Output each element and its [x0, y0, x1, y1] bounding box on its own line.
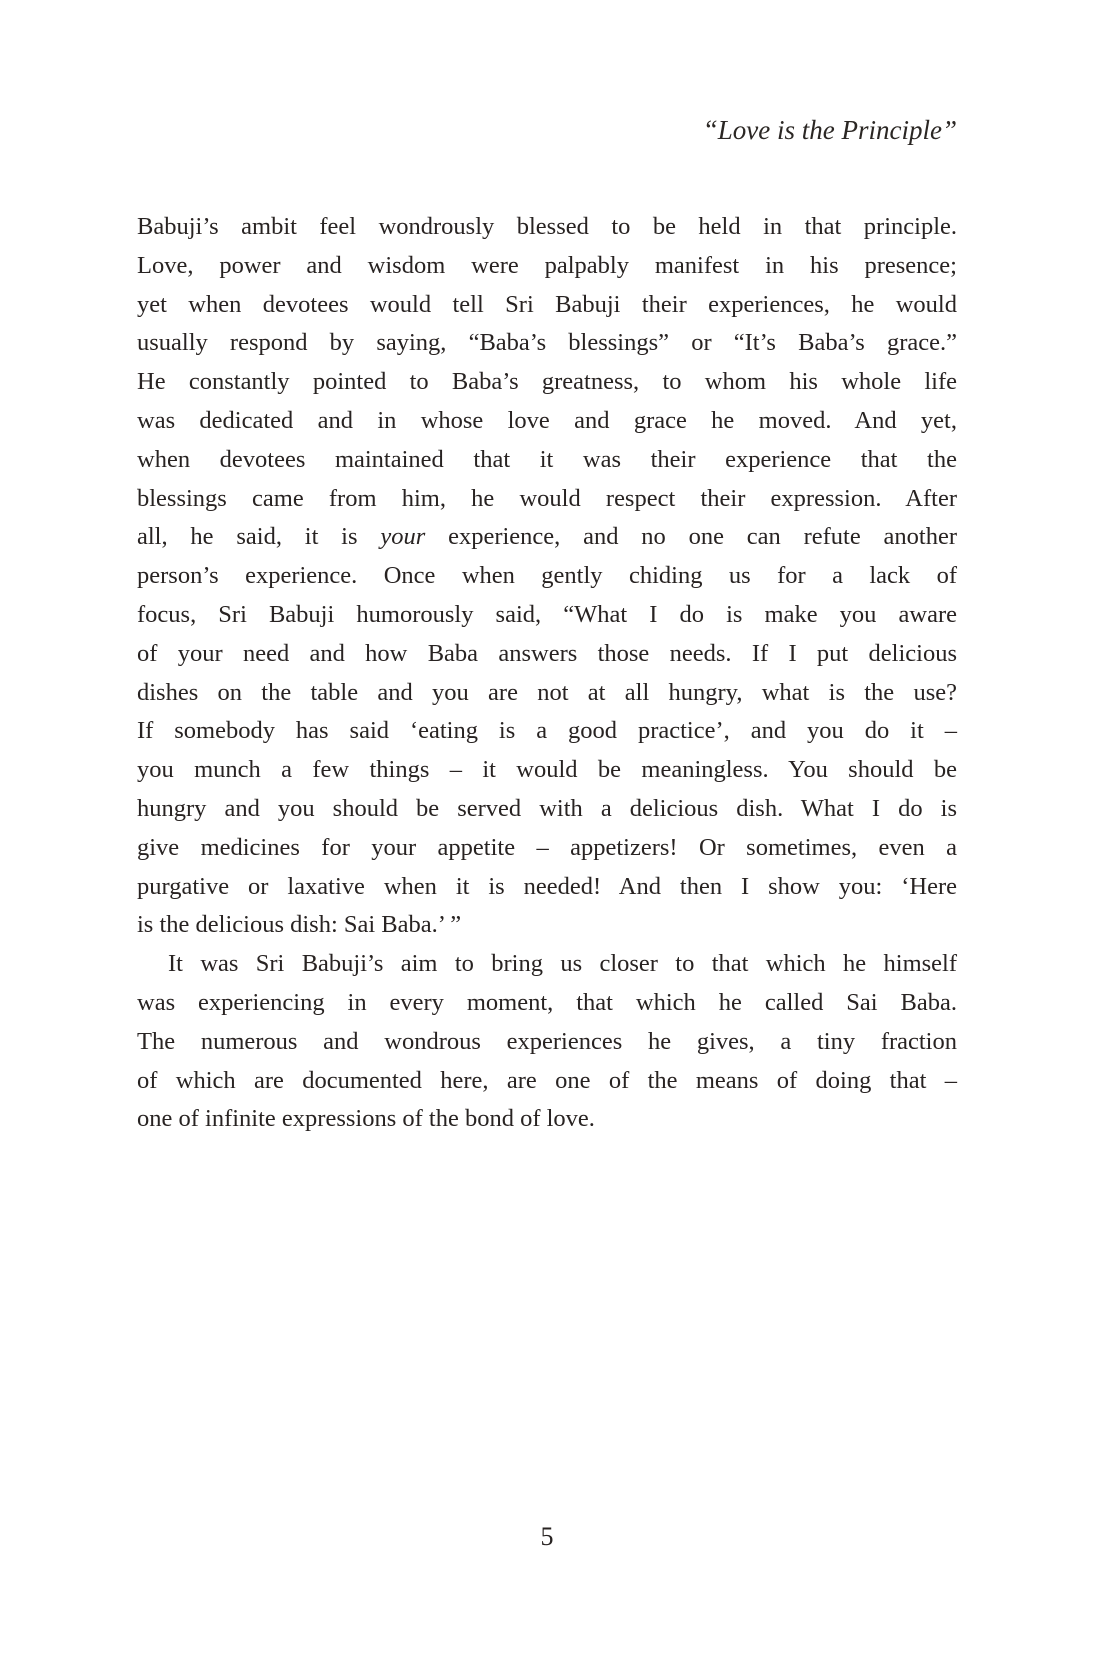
text-line: was dedicated and in whose love and grace he moved. And yet,	[137, 406, 957, 434]
text-line: purgative or laxative when it is needed! And then I show you: ‘Here	[137, 872, 957, 900]
text-line: of which are documented here, are one of the means of doing that –	[137, 1066, 957, 1094]
text-line: focus, Sri Babuji humorously said, “What I do is make you aware	[137, 600, 957, 628]
text-line: He constantly pointed to Baba’s greatness, to whom his whole life	[137, 368, 957, 396]
text-line: It was Sri Babuji’s aim to bring us closer to that which he himself	[168, 950, 957, 978]
text-line: blessings came from him, he would respect their expression. After	[137, 484, 957, 512]
text-line: one of infinite expressions of the bond of love.	[137, 1105, 595, 1133]
text-line: hungry and you should be served with a delicious dish. What I do is	[137, 794, 957, 822]
text-line: If somebody has said ‘eating is a good practice’, and you do it –	[137, 717, 957, 745]
text-segment: all, he said, it is	[137, 523, 358, 551]
text-line: person’s experience. Once when gently chiding us for a lack of	[137, 562, 957, 590]
text-line: when devotees maintained that it was their experience that the	[137, 445, 957, 473]
text-line: usually respond by saying, “Baba’s blessings” or “It’s Baba’s grace.”	[137, 329, 957, 357]
text-line: is the delicious dish: Sai Baba.’ ”	[137, 911, 462, 939]
body-text	[137, 208, 957, 1139]
text-line: dishes on the table and you are not at all hungry, what is the use?	[137, 678, 957, 706]
text-line: The numerous and wondrous experiences he gives, a tiny fraction	[137, 1027, 957, 1055]
text-line: Love, power and wisdom were palpably manifest in his presence;	[137, 251, 957, 279]
text-line: Babuji’s ambit feel wondrously blessed to be held in that principle.	[137, 213, 957, 240]
running-header: “Love is the Principle”	[702, 115, 957, 145]
text-segment: experience, and no one can refute another	[448, 523, 957, 551]
text-line: yet when devotees would tell Sri Babuji their experiences, he would	[137, 290, 957, 318]
emphasized-word: your	[380, 523, 426, 551]
text-line-with-emphasis	[137, 518, 957, 557]
text-line: of your need and how Baba answers those needs. If I put delicious	[137, 639, 957, 667]
text-line: was experiencing in every moment, that which he called Sai Baba.	[137, 988, 957, 1016]
page-number: 5	[540, 1522, 554, 1551]
text-line: you munch a few things – it would be meaningless. You should be	[137, 756, 957, 784]
text-line: give medicines for your appetite – appetizers! Or sometimes, even a	[137, 833, 957, 861]
